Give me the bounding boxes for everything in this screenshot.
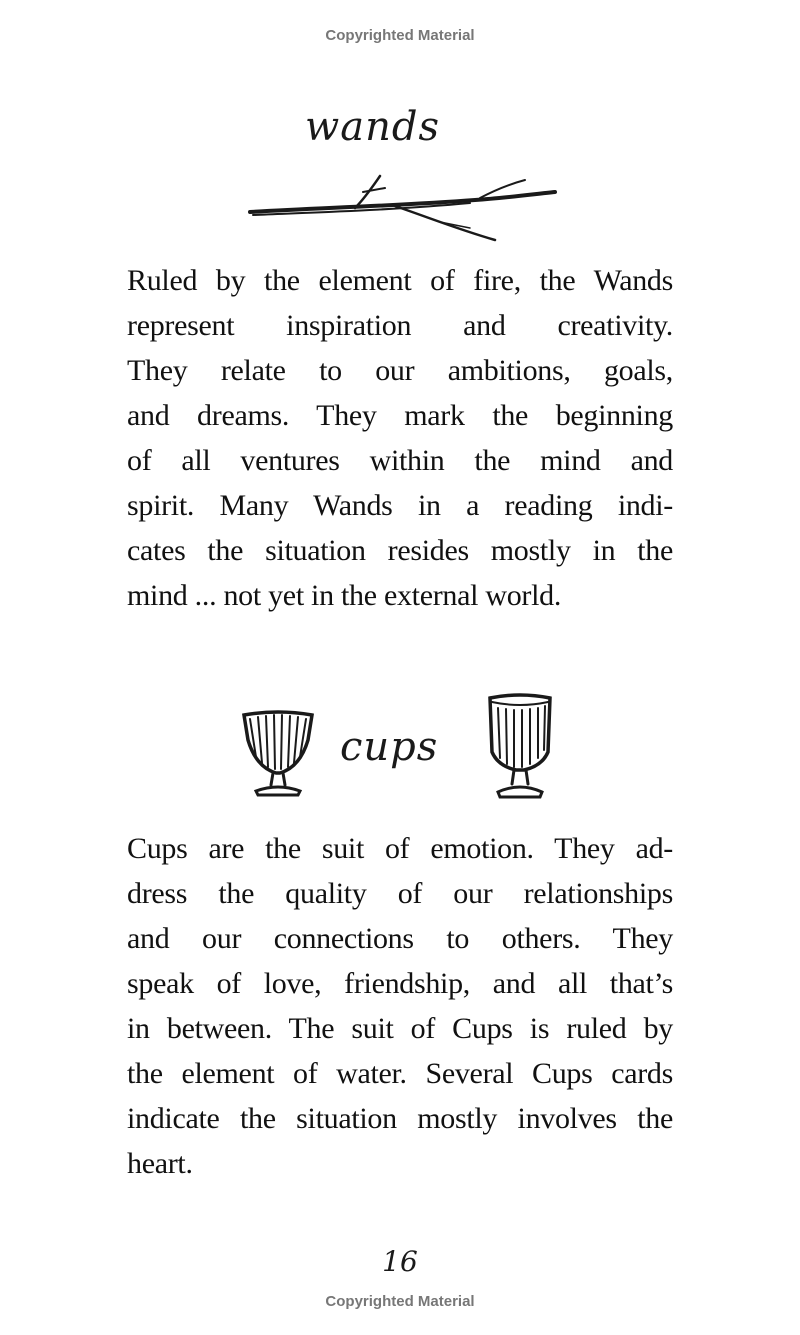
wands-line: cates the situation resides mostly in the <box>127 534 673 567</box>
cups-line: Cups are the suit of emotion. They ad- <box>127 832 673 865</box>
wands-heading: wands <box>305 104 440 150</box>
wands-line: Ruled by the element of fire, the Wands <box>127 264 673 297</box>
page-number: 16 <box>382 1245 418 1278</box>
cups-line: dress the quality of our relationships <box>127 877 673 910</box>
chalice-icon-right <box>484 692 556 802</box>
chalice-icon-left <box>238 705 318 800</box>
wands-paragraph <box>127 258 673 618</box>
branch-icon <box>245 170 560 250</box>
cups-line: heart. <box>127 1147 193 1180</box>
wands-line: They relate to our ambitions, goals, <box>127 354 673 387</box>
cups-line: and our connections to others. They <box>127 922 673 955</box>
cups-line: indicate the situation mostly involves the <box>127 1102 673 1135</box>
watermark-top: Copyrighted Material <box>325 27 475 44</box>
cups-line: in between. The suit of Cups is ruled by <box>127 1012 673 1045</box>
cups-heading: cups <box>340 724 439 770</box>
watermark-bottom: Copyrighted Material <box>325 1293 475 1310</box>
cups-line: the element of water. Several Cups cards <box>127 1057 673 1090</box>
wands-line: of all ventures within the mind and <box>127 444 673 477</box>
cups-line: speak of love, friendship, and all that’s <box>127 967 673 1000</box>
wands-line: and dreams. They mark the beginning <box>127 399 673 432</box>
wands-line: mind ... not yet in the external world. <box>127 579 562 612</box>
wands-line: represent inspiration and creativity. <box>127 309 673 342</box>
cups-paragraph <box>127 826 673 1186</box>
wands-line: spirit. Many Wands in a reading indi- <box>127 489 673 522</box>
